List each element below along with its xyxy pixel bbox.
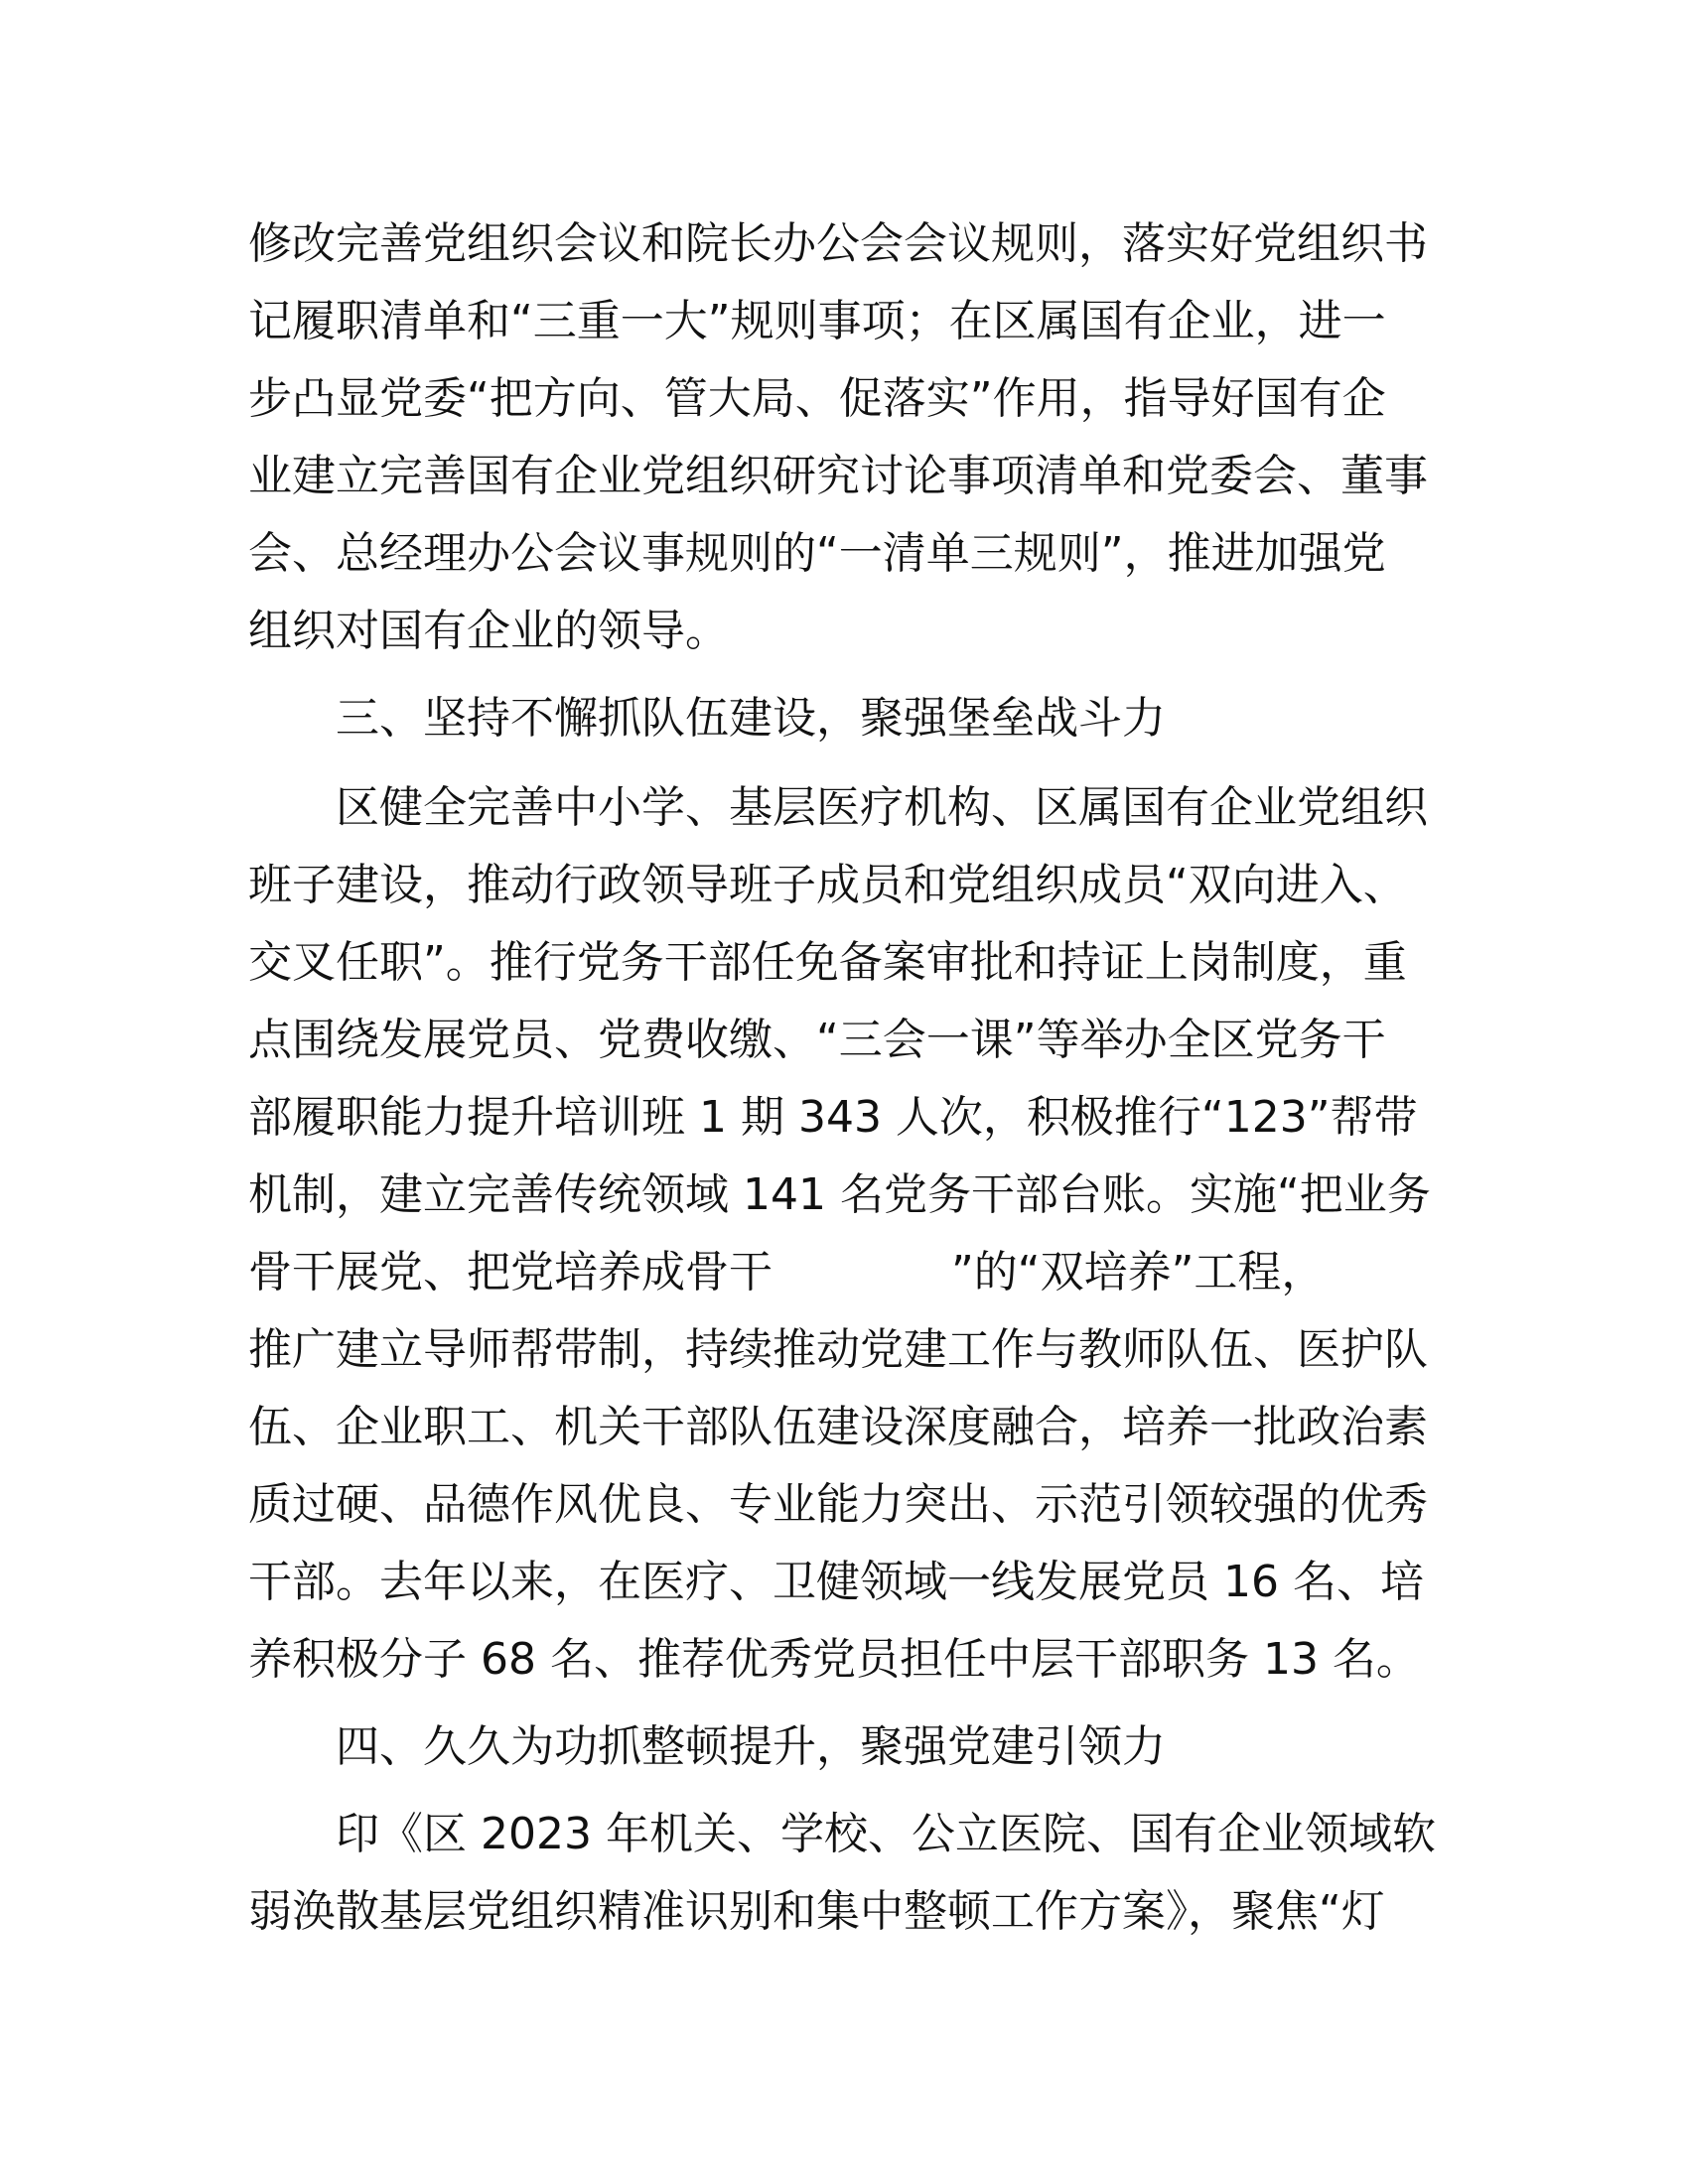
paragraph-line: 质过硬、品德作风优良、专业能力突出、示范引领较强的优秀 — [248, 1479, 1428, 1530]
section-heading: 三、坚持不懈抓队伍建设，聚强堡垒战斗力 — [336, 693, 1166, 744]
paragraph-line: 班子建设，推动行政领导班子成员和党组织成员“双向进入、 — [248, 860, 1407, 910]
paragraph-line: 交叉任职”。推行党务干部任免备案审批和持证上岗制度，重 — [248, 937, 1407, 988]
paragraph-line: 弱涣散基层党组织精准识别和集中整顿工作方案》，聚焦“灯 — [248, 1886, 1385, 1937]
paragraph-line: 伍、企业职工、机关干部队伍建设深度融合，培养一批政治素 — [248, 1402, 1428, 1452]
paragraph-line-right: ”的“双培养”工程， — [951, 1247, 1326, 1297]
paragraph-line: 修改完善党组织会议和院长办公会会议规则，落实好党组织书 — [248, 218, 1428, 269]
paragraph-line: 组织对国有企业的领导。 — [248, 606, 729, 656]
paragraph-line — [248, 1243, 1325, 1302]
paragraph-line-left: 骨干展党、把党培养成骨干 — [248, 1247, 773, 1297]
paragraph-line: 养积极分子 68 名、推荐优秀党员担任中层干部职务 13 名。 — [248, 1634, 1420, 1685]
paragraph-line: 步凸显党委“把方向、管大局、促落实”作用，指导好国有企 — [248, 373, 1386, 424]
paragraph-line: 干部。去年以来，在医疗、卫健领域一线发展党员 16 名、培 — [248, 1557, 1424, 1607]
paragraph-line: 业建立完善国有企业党组织研究讨论事项清单和党委会、董事 — [248, 451, 1428, 501]
paragraph-line: 会、总经理办公会议事规则的“一清单三规则”，推进加强党 — [248, 528, 1386, 579]
paragraph-line: 点围绕发展党员、党费收缴、“三会一课”等举办全区党务干 — [248, 1015, 1386, 1065]
paragraph-line: 推广建立导师帮带制，持续推动党建工作与教师队伍、医护队 — [248, 1324, 1428, 1375]
paragraph-line: 部履职能力提升培训班 1 期 343 人次，积极推行“123”帮带 — [248, 1092, 1418, 1143]
section-heading: 四、久久为功抓整顿提升，聚强党建引领力 — [336, 1721, 1166, 1772]
paragraph-line: 记履职清单和“三重一大”规则事项；在区属国有企业，进一 — [248, 296, 1386, 346]
paragraph-line: 机制，建立完善传统领域 141 名党务干部台账。实施“把业务 — [248, 1169, 1431, 1220]
paragraph-line: 区健全完善中小学、基层医疗机构、区属国有企业党组织 — [336, 782, 1428, 833]
paragraph-line: 印《区 2023 年机关、学校、公立医院、国有企业领域软 — [336, 1809, 1436, 1859]
